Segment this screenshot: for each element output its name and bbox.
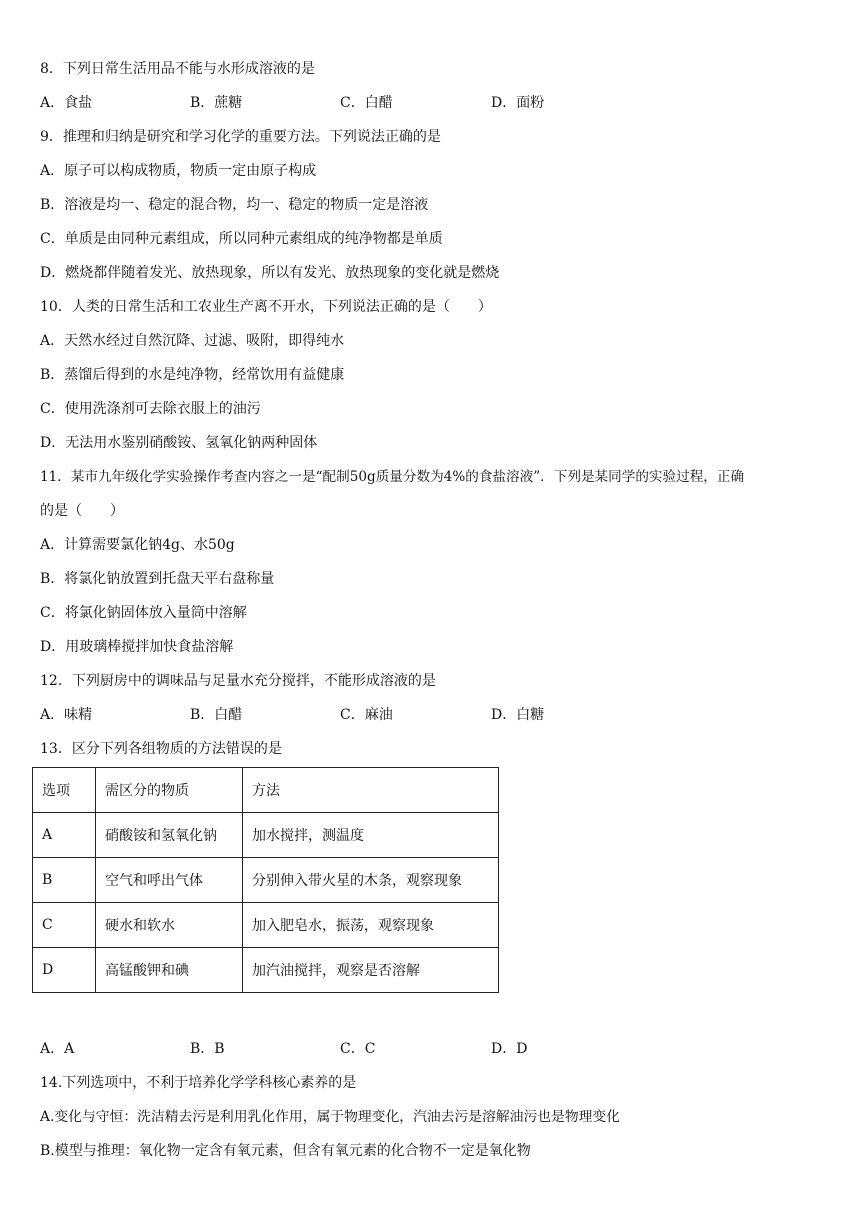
table-cell: D: [33, 948, 96, 993]
q14-option-b[interactable]: B.模型与推理：氧化物一定含有氧元素，但含有氧元素的化合物不一定是氧化物: [40, 1143, 531, 1159]
q8-option-d[interactable]: D．面粉: [491, 95, 545, 111]
q13-option-a[interactable]: A．A: [40, 1041, 75, 1057]
q10-stem: 10．人类的日常生活和工农业生产离不开水，下列说法正确的是（ ）: [40, 299, 492, 315]
q10-option-c[interactable]: C．使用洗涤剂可去除衣服上的油污: [40, 401, 261, 417]
q11-option-a[interactable]: A．计算需要氯化钠4g、水50g: [40, 537, 235, 553]
table-cell: 高锰酸钾和碘: [96, 948, 243, 993]
table-header-cell: 方法: [243, 768, 499, 813]
q13-stem: 13．区分下列各组物质的方法错误的是: [40, 741, 282, 757]
table-cell: A: [33, 813, 96, 858]
q10-option-a[interactable]: A．天然水经过自然沉降、过滤、吸附，即得纯水: [40, 333, 345, 349]
table-header-row: [33, 768, 499, 813]
q11-stem-line-1: 11．某市九年级化学实验操作考查内容之一是“配制50g质量分数为4%的食盐溶液”．下列是某同学的实验过程，正确: [40, 469, 745, 485]
q11-option-c[interactable]: C．将氯化钠固体放入量筒中溶解: [40, 605, 247, 621]
q14-stem: 14.下列选项中，不利于培养化学学科核心素养的是: [40, 1075, 357, 1091]
q8-stem: 8．下列日常生活用品不能与水形成溶液的是: [40, 61, 315, 77]
q13-option-d[interactable]: D．D: [491, 1041, 528, 1057]
q12-option-a[interactable]: A．味精: [40, 707, 93, 723]
table-cell: C: [33, 903, 96, 948]
q12-option-d[interactable]: D．白糖: [491, 707, 545, 723]
q9-option-a[interactable]: A．原子可以构成物质，物质一定由原子构成: [40, 163, 317, 179]
q12-stem: 12．下列厨房中的调味品与足量水充分搅拌，不能形成溶液的是: [40, 673, 436, 689]
q9-option-b[interactable]: B．溶液是均一、稳定的混合物，均一、稳定的物质一定是溶液: [40, 197, 429, 213]
table-cell: B: [33, 858, 96, 903]
table-header-cell: 选项: [33, 768, 96, 813]
q8-option-a[interactable]: A．食盐: [40, 95, 93, 111]
q11-stem-line-2: 的是（ ）: [40, 503, 124, 519]
table-cell: 硝酸铵和氢氧化钠: [96, 813, 243, 858]
q13-options: [40, 1039, 800, 1059]
q9-option-d[interactable]: D．燃烧都伴随着发光、放热现象，所以有发光、放热现象的变化就是燃烧: [40, 265, 500, 281]
table-row: [33, 858, 499, 903]
table-header-cell: 需区分的物质: [96, 768, 243, 813]
q12-option-c[interactable]: C．麻油: [340, 707, 393, 723]
q11-option-b[interactable]: B．将氯化钠放置到托盘天平右盘称量: [40, 571, 275, 587]
q12-option-b[interactable]: B．白醋: [190, 707, 243, 723]
q12-options: [40, 705, 800, 725]
table-cell: 加入肥皂水，振荡，观察现象: [243, 903, 499, 948]
table-cell: 分别伸入带火星的木条，观察现象: [243, 858, 499, 903]
q8-option-b[interactable]: B．蔗糖: [190, 95, 243, 111]
q13-option-b[interactable]: B．B: [190, 1041, 225, 1057]
q9-stem: 9．推理和归纳是研究和学习化学的重要方法。下列说法正确的是: [40, 129, 441, 145]
table-row: [33, 903, 499, 948]
q8-options: [40, 93, 800, 113]
q13-option-c[interactable]: C．C: [340, 1041, 376, 1057]
q13-table: [32, 767, 499, 993]
table-cell: 加汽油搅拌，观察是否溶解: [243, 948, 499, 993]
table-cell: 空气和呼出气体: [96, 858, 243, 903]
q11-option-d[interactable]: D．用玻璃棒搅拌加快食盐溶解: [40, 639, 234, 655]
q10-option-d[interactable]: D．无法用水鉴别硝酸铵、氢氧化钠两种固体: [40, 435, 318, 451]
table-cell: 加水搅拌，测温度: [243, 813, 499, 858]
table-cell: 硬水和软水: [96, 903, 243, 948]
q8-option-c[interactable]: C．白醋: [340, 95, 393, 111]
q14-option-a[interactable]: A.变化与守恒：洗洁精去污是利用乳化作用，属于物理变化，汽油去污是溶解油污也是物理变化: [40, 1109, 621, 1125]
q10-option-b[interactable]: B．蒸馏后得到的水是纯净物，经常饮用有益健康: [40, 367, 345, 383]
table-row: [33, 948, 499, 993]
q9-option-c[interactable]: C．单质是由同种元素组成，所以同种元素组成的纯净物都是单质: [40, 231, 443, 247]
table-row: [33, 813, 499, 858]
